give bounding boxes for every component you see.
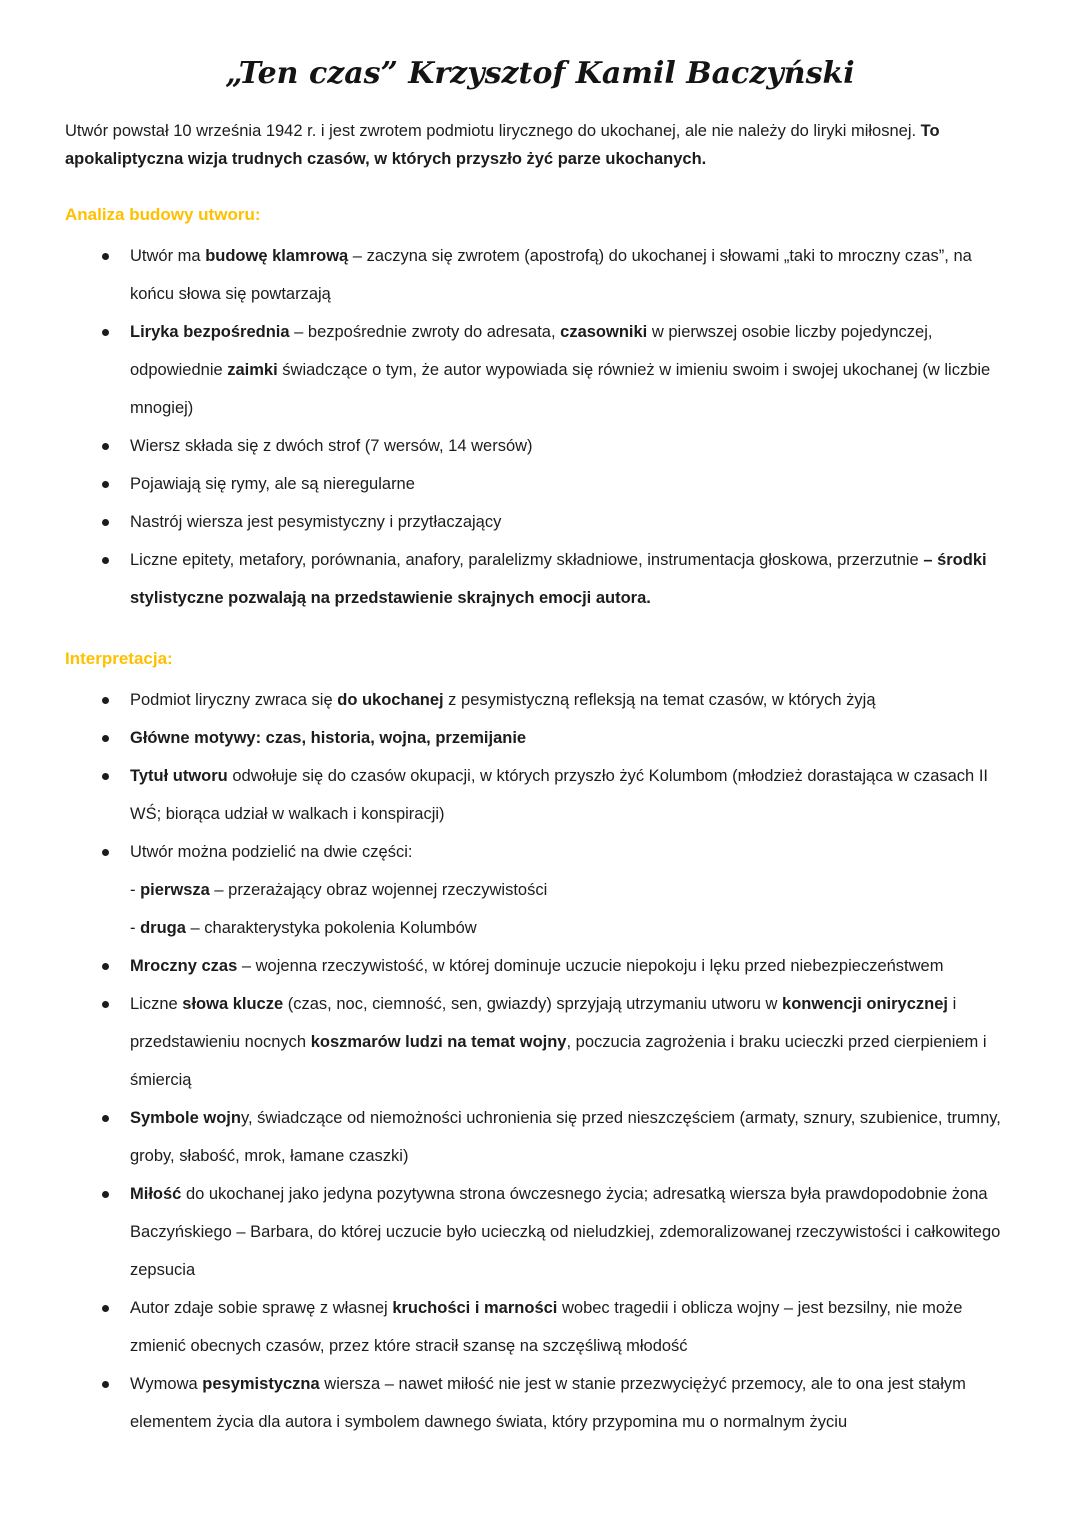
bullet-text [109,1365,1015,1441]
bold-text-segment: – środki stylistyczne pozwalają na przedstawienie skrajnych emocji autora. [130,551,987,607]
text-segment: - [130,919,141,937]
bullet-item [65,541,1015,617]
section-heading: Interpretacja: [65,649,173,668]
bullet-text [109,237,1015,313]
text-segment: (czas, noc, ciemność, sen, gwiazdy) sprzyjają utrzymaniu utworu w [283,995,783,1013]
bullet-item [65,1175,1015,1289]
bullet-list [65,681,1015,1441]
bold-text-segment: To apokaliptyczna wizja trudnych czasów, w których przyszło żyć parze ukochanych. [65,122,940,168]
bullet-text [109,465,1015,503]
bullet-text [109,427,1015,465]
bullet-text [109,719,1015,757]
text-segment: Nastrój wiersza jest pesymistyczny i przytłaczający [130,513,502,531]
bold-text-segment: kruchości i marności [392,1299,558,1317]
sections-container [65,205,1015,1441]
text-segment: wiersza – nawet miłość nie jest w stanie przezwyciężyć przemocy, ale to ona jest stałym elementem życia dla autora i symbolem dawnego świata, który przypomina mu o normalnym życiu [130,1375,966,1431]
text-segment: – zaczyna się zwrotem (apostrofą) do ukochanej i słowami „taki to mroczny czas”, na końcu słowa się powtarzają [130,247,972,303]
bullet-dot-icon [102,963,109,970]
bullet-dot-icon [102,773,109,780]
text-segment: Liczne epitety, metafory, porównania, anafory, paralelizmy składniowe, instrumentacja głoskowa, przerzutnie [130,551,924,569]
bold-text-segment: Główne motywy: czas, historia, wojna, przemijanie [130,729,527,747]
bullet-text [109,947,1015,985]
bullet-text [109,313,1015,427]
text-segment: Liczne [130,995,183,1013]
bold-text-segment: pierwsza [140,881,210,899]
bullet-dot-icon [102,519,109,526]
text-segment: Utwór można podzielić na dwie części: [130,843,413,861]
bullet-text [109,1099,1015,1175]
bullet-item [65,313,1015,427]
text-segment: Wiersz składa się z dwóch strof (7 wersów, 14 wersów) [130,437,533,455]
text-segment: – bezpośrednie zwroty do adresata, [289,323,561,341]
text-segment: z pesymistyczną refleksją na temat czasów, w których żyją [443,691,876,709]
bullet-item [65,1289,1015,1365]
bullet-text [109,503,1015,541]
bullet-dot-icon [102,329,109,336]
bullet-item [65,833,1015,947]
intro-paragraph [65,117,1015,173]
text-segment: – przerażający obraz wojennej rzeczywistości [209,881,548,899]
bullet-dot-icon [102,1001,109,1008]
page-title: „Ten czas” Krzysztof Kamil Baczyński [225,56,855,91]
text-segment: - [130,881,141,899]
text-segment: Utwór ma [130,247,206,265]
bullet-text [109,985,1015,1099]
text-segment: w pierwszej osobie liczby pojedynczej, odpowiednie [130,323,933,379]
bullet-dot-icon [102,1305,109,1312]
bullet-dot-icon [102,849,109,856]
bold-text-segment: konwencji onirycznej [782,995,948,1013]
bold-text-segment: Symbole wojn [130,1109,241,1127]
text-segment: – wojenna rzeczywistość, w której dominuje uczucie niepokoju i lęku przed niebezpieczeństwem [237,957,944,975]
text-segment: wobec tragedii i oblicza wojny – jest bezsilny, nie może zmienić obecnych czasów, przez które stracił szansę na szczęśliwą młodość [130,1299,963,1355]
bold-text-segment: koszmarów ludzi na temat wojny [310,1033,567,1051]
text-segment: świadczące o tym, że autor wypowiada się również w imieniu swoim i swojej ukochanej (w liczbie mnogiej) [130,361,991,417]
text-segment: Wymowa [130,1375,203,1393]
text-segment: – charakterystyka pokolenia Kolumbów [185,919,477,937]
bold-text-segment: Tytuł utworu [130,767,228,785]
text-segment: Podmiot liryczny zwraca się [130,691,338,709]
bullet-text [109,1175,1015,1289]
bullet-text [109,833,1015,947]
bullet-item [65,985,1015,1099]
text-segment: Utwór powstał 10 września 1942 r. i jest zwrotem podmiotu lirycznego do ukochanej, ale nie należy do liryki miłosnej. [65,122,921,140]
section-heading: Analiza budowy utworu: [65,205,261,224]
bullet-dot-icon [102,557,109,564]
bullet-dot-icon [102,1381,109,1388]
bold-text-segment: Liryka bezpośrednia [130,323,290,341]
bullet-text [109,681,1015,719]
bold-text-segment: zaimki [227,361,278,379]
text-segment: do ukochanej jako jedyna pozytywna strona ówczesnego życia; adresatką wiersza była prawdopodobnie żona Baczyńskiego – Barbara, do której uczucie było ucieczką od nieludzkiej, zdemoralizowanej rzeczywistości i całkowitego zepsucia [130,1185,1001,1279]
bullet-text [109,757,1015,833]
bullet-item [65,947,1015,985]
bold-text-segment: budowę klamrową [205,247,349,265]
bullet-dot-icon [102,481,109,488]
bullet-item [65,465,1015,503]
bullet-dot-icon [102,443,109,450]
bullet-item [65,237,1015,313]
bullet-item [65,1365,1015,1441]
bullet-dot-icon [102,253,109,260]
bullet-text [109,1289,1015,1365]
bullet-dot-icon [102,697,109,704]
bullet-list [65,237,1015,617]
text-segment: Pojawiają się rymy, ale są nieregularne [130,475,415,493]
bold-text-segment: do ukochanej [337,691,444,709]
text-segment: i przedstawieniu nocnych [130,995,957,1051]
text-segment: , poczucia zagrożenia i braku ucieczki przed cierpieniem i śmiercią [130,1033,987,1089]
bullet-item [65,681,1015,719]
text-segment: Autor zdaje sobie sprawę z własnej [130,1299,393,1317]
bold-text-segment: czasowniki [560,323,648,341]
bold-text-segment: druga [140,919,186,937]
bullet-item [65,503,1015,541]
bold-text-segment: Miłość [130,1185,182,1203]
bold-text-segment: Mroczny czas [130,957,238,975]
text-segment: y, świadczące od niemożności uchronienia się przed nieszczęściem (armaty, sznury, szubienice, trumny, groby, słabość, mrok, łamane czaszki) [130,1109,1001,1165]
bold-text-segment: słowa klucze [182,995,284,1013]
bullet-dot-icon [102,1191,109,1198]
bullet-text [109,541,1015,617]
bold-text-segment: pesymistyczna [202,1375,320,1393]
bullet-dot-icon [102,1115,109,1122]
text-segment: odwołuje się do czasów okupacji, w których przyszło żyć Kolumbom (młodzież dorastająca w czasach II WŚ; biorąca udział w walkach i konspiracji) [130,767,988,823]
bullet-dot-icon [102,735,109,742]
bullet-item [65,427,1015,465]
bullet-item [65,719,1015,757]
bullet-item [65,1099,1015,1175]
bullet-item [65,757,1015,833]
